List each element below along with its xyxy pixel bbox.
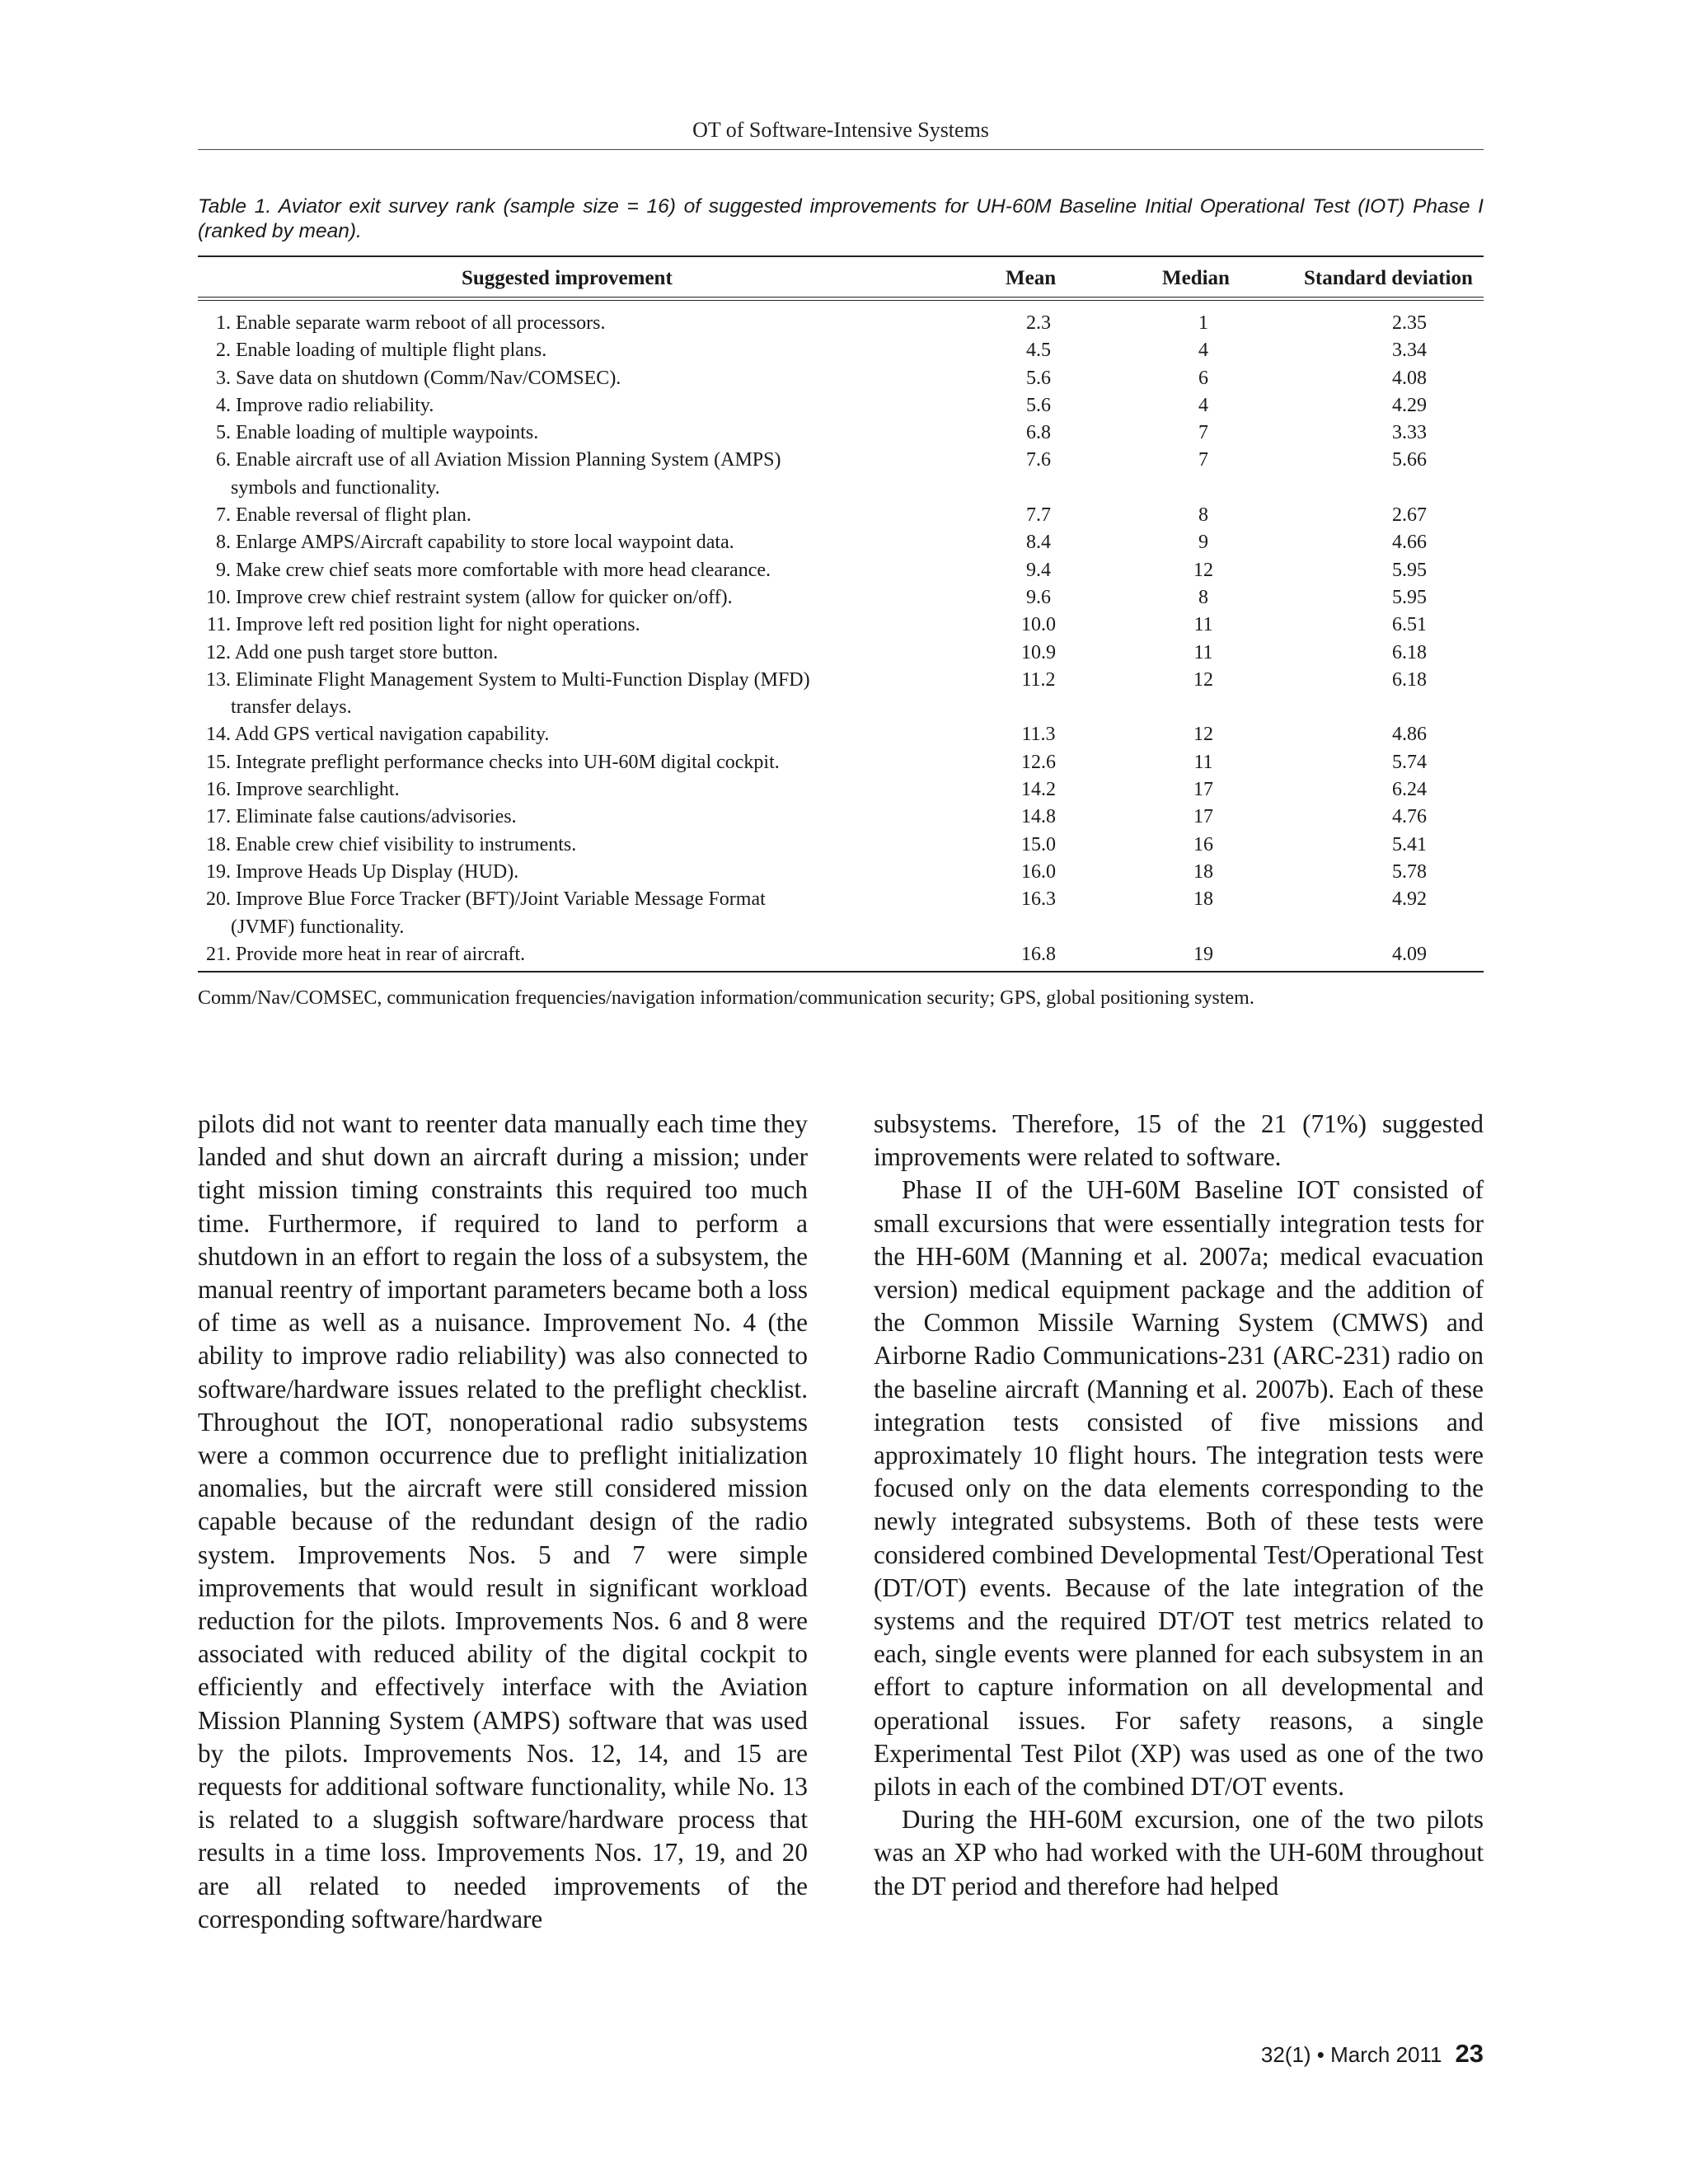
mean-value: 12.6 [1021, 751, 1056, 773]
improvement-text: Improve Blue Force Tracker (BFT)/Joint Variable Message Format [236, 888, 766, 911]
improvement-text: Improve left red position light for night operations. [236, 614, 640, 636]
improvement-cell [198, 721, 907, 748]
left-column-paragraph: pilots did not want to reenter data manually each time they landed and shut down an aircraft during a mission; under tight mission timing constraints this required too much time. Furthermore, if required to land to perform a shutdown in an effort to regain the loss of a subsystem, the manual reentry of important parameters became both a loss of time as well as a nuisance. Improvement No. 4 (the ability to improve radio reliability) was also connected to software/​hardware issues related to the preflight checklist. Throughout the IOT, nonoperational radio subsystems were a common occurrence due to preflight initialization anomalies, but the aircraft were still considered mission capable because of the redundant design of the radio system. Improvements Nos. 5 and 7 were simple improvements that would result in significant workload reduction for the pilots. Improvements Nos. 6 and 8 were associated with reduced ability of the digital cockpit to efficiently and effectively interface with the Aviation Mission Planning System (AMPS) software that was used by the pilots. Improvements Nos. 12, 14, and 15 are requests for additional software functionality, while No. 13 is related to a sluggish software/​hardware process that results in a time loss. Improvements Nos. 17, 19, and 20 are all related to needed improvements of the corresponding software/hardware [198, 1109, 808, 1933]
table-row [198, 365, 1484, 392]
improvement-cell [198, 941, 907, 968]
mean-value: 16.0 [1021, 860, 1056, 883]
improvement-text-continued: symbols and functionality. [231, 476, 440, 499]
improvement-cell [198, 776, 907, 804]
median-value: 7 [1198, 422, 1208, 444]
table-row [198, 941, 1484, 968]
sd-value: 6.18 [1392, 668, 1427, 691]
table-row [198, 886, 1484, 941]
rank-number: 1. [216, 312, 231, 334]
sd-value: 3.34 [1392, 340, 1427, 362]
sd-value: 4.76 [1392, 806, 1427, 828]
rank-number: 12. [206, 641, 231, 663]
improvement-text: Add one push target store button. [234, 641, 499, 663]
rank-number: 8. [216, 532, 231, 554]
improvement-cell [198, 886, 907, 941]
improvement-cell [198, 337, 907, 364]
table-row [198, 584, 1484, 612]
improvement-cell [198, 419, 907, 447]
mean-value: 2.3 [1026, 312, 1051, 334]
rank-number: 13. [206, 668, 231, 691]
sd-value: 5.41 [1392, 833, 1427, 855]
page-footer [1261, 2039, 1484, 2069]
median-value: 19 [1193, 943, 1213, 965]
median-value: 18 [1193, 888, 1213, 911]
median-value: 18 [1193, 860, 1213, 883]
improvement-text: Enable separate warm reboot of all processors. [236, 312, 606, 334]
improvement-cell [198, 502, 907, 529]
median-value: 12 [1193, 559, 1213, 581]
table-header-rule [198, 297, 1484, 301]
table-row [198, 557, 1484, 584]
rank-number: 17. [206, 806, 231, 828]
improvement-cell [198, 310, 907, 337]
rank-number: 21. [206, 943, 231, 965]
median-value: 11 [1193, 614, 1213, 636]
median-value: 4 [1198, 340, 1208, 362]
right-column-paragraph-3: During the HH-60M excursion, one of the two pilots was an XP who had worked with the UH-60M throughout the DT period and therefore had helped [874, 1805, 1484, 1900]
page-number: 23 [1455, 2039, 1484, 2068]
table-footnote: Comm/Nav/COMSEC, communication frequencies/navigation information/communication security; GPS, global positioning system. [198, 987, 1254, 1009]
median-value: 8 [1198, 504, 1208, 527]
mean-value: 5.6 [1026, 367, 1051, 389]
mean-value: 4.5 [1026, 340, 1051, 362]
table-row [198, 419, 1484, 447]
rank-number: 2. [216, 340, 231, 362]
table-row [198, 832, 1484, 859]
table-row [198, 310, 1484, 337]
improvement-cell [198, 392, 907, 419]
table-body [198, 310, 1484, 968]
table-row [198, 640, 1484, 667]
table-row [198, 721, 1484, 748]
right-column-paragraph-2: Phase II of the UH-60M Baseline IOT consisted of small excursions that were essentially integration tests for the HH-60M (Manning et al. 2007a; medical evacuation version) medical equipment package and the addition of the Common Missile Warning System (CMWS) and Airborne Radio Communications-231 (ARC-231) radio on the baseline aircraft (Manning et al. 2007b). Each of these integration tests consisted of five missions and approximately 10 flight hours. The integration tests were focused only on the data elements corresponding to the newly integrated subsystems. Both of these tests were considered combined Developmental Test/Operational Test (DT/OT) events. Because of the late integration of the systems and the required DT/OT test metrics related to each, single events were planned for each subsystem in an effort to capture information on all developmental and operational issues. For safety reasons, a single Experimental Test Pilot (XP) was used as one of the two pilots in each of the combined DT/OT events. [874, 1175, 1484, 1802]
mean-value: 8.4 [1026, 532, 1051, 554]
sd-value: 6.18 [1392, 641, 1427, 663]
median-value: 7 [1198, 449, 1208, 471]
rank-number: 6. [216, 449, 231, 471]
sd-value: 6.51 [1392, 614, 1427, 636]
sd-value: 5.78 [1392, 860, 1427, 883]
header-suggested-improvement: Suggested improvement [462, 267, 673, 289]
table-row [198, 859, 1484, 886]
sd-value: 4.09 [1392, 943, 1427, 965]
improvement-cell [198, 584, 907, 612]
rank-number: 4. [216, 394, 231, 416]
rank-number: 7. [216, 504, 231, 527]
mean-value: 10.0 [1021, 614, 1056, 636]
median-value: 12 [1193, 724, 1213, 746]
improvement-text: Enable loading of multiple flight plans. [236, 340, 547, 362]
improvement-cell [198, 529, 907, 556]
improvement-text-continued: transfer delays. [231, 696, 352, 719]
header-rule [198, 149, 1484, 150]
improvement-text: Enable loading of multiple waypoints. [236, 422, 539, 444]
table-top-rule [198, 255, 1484, 257]
improvement-cell [198, 365, 907, 392]
median-value: 17 [1193, 806, 1213, 828]
median-value: 17 [1193, 779, 1213, 801]
table-row [198, 749, 1484, 776]
median-value: 9 [1198, 532, 1208, 554]
mean-value: 9.6 [1026, 586, 1051, 608]
table-row [198, 529, 1484, 556]
sd-value: 3.33 [1392, 422, 1427, 444]
sd-value: 4.86 [1392, 724, 1427, 746]
improvement-text: Add GPS vertical navigation capability. [234, 724, 550, 746]
mean-value: 10.9 [1021, 641, 1056, 663]
mean-value: 14.2 [1021, 779, 1056, 801]
median-value: 12 [1193, 668, 1213, 691]
improvement-cell [198, 804, 907, 831]
sd-value: 5.95 [1392, 586, 1427, 608]
improvement-text: Make crew chief seats more comfortable with more head clearance. [236, 559, 771, 581]
mean-value: 7.7 [1026, 504, 1051, 527]
mean-value: 9.4 [1026, 559, 1051, 581]
median-value: 6 [1198, 367, 1208, 389]
sd-value: 5.74 [1392, 751, 1427, 773]
rank-number: 20. [206, 888, 231, 911]
table-caption: Table 1. Aviator exit survey rank (sample size = 16) of suggested improvements for UH-60M Baseline Initial Operational Test (IOT) Phase I (ranked by mean). [198, 195, 1484, 242]
mean-value: 16.8 [1021, 943, 1056, 965]
improvement-cell [198, 557, 907, 584]
sd-value: 4.66 [1392, 532, 1427, 554]
improvement-text: Improve crew chief restraint system (allow for quicker on/off). [236, 586, 733, 608]
improvement-text: Save data on shutdown (Comm/Nav/COMSEC). [236, 367, 621, 389]
table-header-row [198, 264, 1484, 293]
improvement-text: Improve Heads Up Display (HUD). [236, 860, 519, 883]
table-row [198, 337, 1484, 364]
sd-value: 5.66 [1392, 449, 1427, 471]
table-row [198, 447, 1484, 502]
rank-number: 5. [216, 422, 231, 444]
header-median: Median [1162, 267, 1230, 289]
improvement-text: Enable reversal of flight plan. [236, 504, 471, 527]
table-row [198, 804, 1484, 831]
improvement-cell [198, 859, 907, 886]
running-head: OT of Software-Intensive Systems [692, 118, 989, 142]
sd-value: 5.95 [1392, 559, 1427, 581]
sd-value: 4.29 [1392, 394, 1427, 416]
header-standard-deviation: Standard deviation [1304, 267, 1473, 289]
table-row [198, 667, 1484, 722]
mean-value: 7.6 [1026, 449, 1051, 471]
table-row [198, 776, 1484, 804]
improvement-text: Enable crew chief visibility to instruments. [236, 833, 577, 855]
mean-value: 5.6 [1026, 394, 1051, 416]
header-mean: Mean [1006, 267, 1057, 289]
mean-value: 16.3 [1021, 888, 1056, 911]
median-value: 11 [1193, 641, 1213, 663]
mean-value: 11.2 [1021, 668, 1056, 691]
table-bottom-rule [198, 971, 1484, 972]
table-row [198, 392, 1484, 419]
rank-number: 11. [206, 614, 231, 636]
sd-value: 6.24 [1392, 779, 1427, 801]
improvement-cell [198, 832, 907, 859]
rank-number: 9. [216, 559, 231, 581]
mean-value: 11.3 [1021, 724, 1056, 746]
improvement-text-continued: (JVMF) functionality. [231, 916, 405, 938]
sd-value: 4.08 [1392, 367, 1427, 389]
improvement-text: Eliminate false cautions/advisories. [236, 806, 517, 828]
improvement-cell [198, 447, 907, 502]
improvement-text: Enable aircraft use of all Aviation Mission Planning System (AMPS) [236, 449, 781, 471]
table-row [198, 612, 1484, 639]
mean-value: 15.0 [1021, 833, 1056, 855]
improvement-cell [198, 749, 907, 776]
sd-value: 2.35 [1392, 312, 1427, 334]
body-left-column [198, 1108, 808, 1936]
rank-number: 3. [216, 367, 231, 389]
mean-value: 6.8 [1026, 422, 1051, 444]
median-value: 1 [1198, 312, 1208, 334]
improvement-cell [198, 612, 907, 639]
rank-number: 18. [206, 833, 231, 855]
mean-value: 14.8 [1021, 806, 1056, 828]
median-value: 16 [1193, 833, 1213, 855]
improvement-text: Integrate preflight performance checks into UH-60M digital cockpit. [236, 751, 780, 773]
median-value: 11 [1193, 751, 1213, 773]
body-right-column [874, 1108, 1484, 1903]
rank-number: 19. [206, 860, 231, 883]
improvement-text: Provide more heat in rear of aircraft. [236, 943, 526, 965]
sd-value: 2.67 [1392, 504, 1427, 527]
rank-number: 16. [206, 779, 231, 801]
improvement-text: Enlarge AMPS/Aircraft capability to store local waypoint data. [236, 532, 734, 554]
rank-number: 15. [206, 751, 231, 773]
median-value: 8 [1198, 586, 1208, 608]
improvement-text: Eliminate Flight Management System to Multi-Function Display (MFD) [236, 668, 810, 691]
improvement-text: Improve searchlight. [236, 779, 400, 801]
rank-number: 10. [206, 586, 231, 608]
table-row [198, 502, 1484, 529]
right-column-paragraph-1: subsystems. Therefore, 15 of the 21 (71%) suggested improvements were related to software. [874, 1109, 1484, 1172]
median-value: 4 [1198, 394, 1208, 416]
improvement-cell [198, 640, 907, 667]
issue-date: 32(1) • March 2011 [1260, 2042, 1442, 2067]
sd-value: 4.92 [1392, 888, 1427, 911]
improvement-cell [198, 667, 907, 722]
improvement-text: Improve radio reliability. [236, 394, 434, 416]
rank-number: 14. [206, 724, 231, 746]
